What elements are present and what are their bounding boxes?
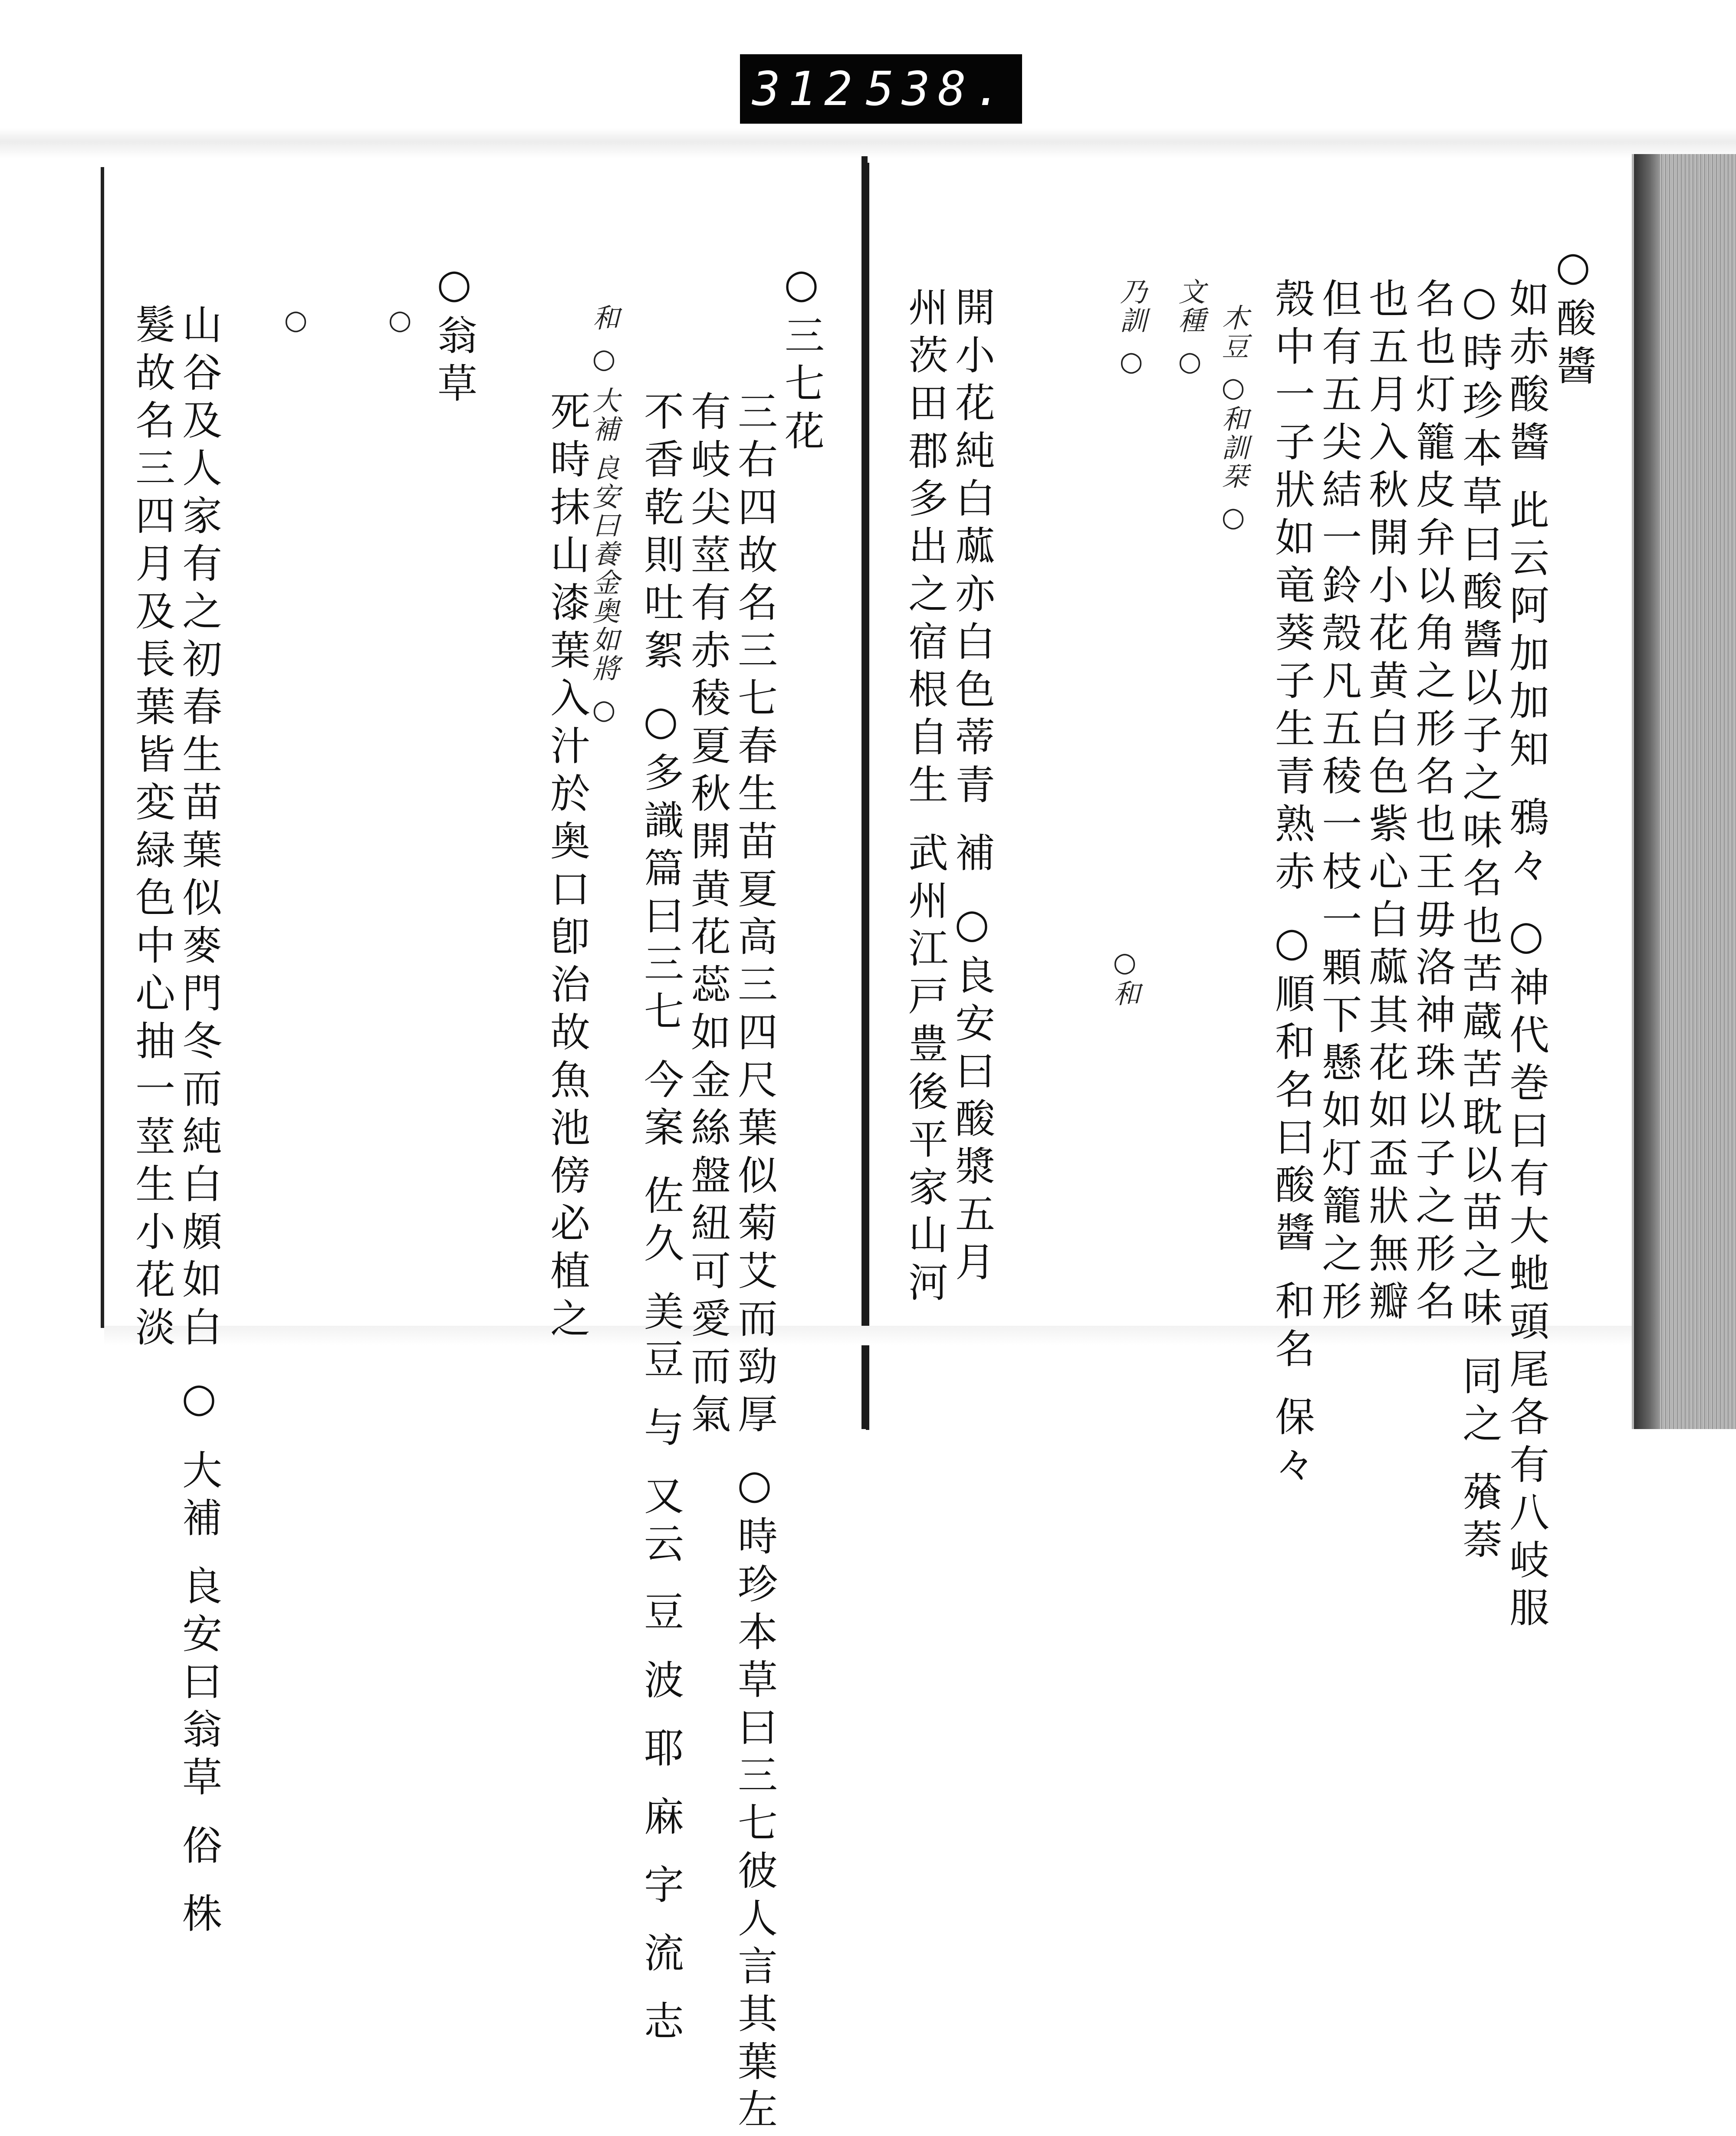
left-col-2: 三右四故名三七春生苗夏高三四尺葉似菊艾而勁厚 ○時珍本草曰三七彼人言其葉左 bbox=[731, 391, 778, 2136]
left-col-8: ○ bbox=[384, 304, 416, 337]
right-col-12: 開小花純白蓏亦白色蒂青 補 ○良安曰酸漿五月 bbox=[949, 286, 995, 1289]
right-col-1: ○酸醬 bbox=[1550, 243, 1596, 393]
right-col-10: 乃訓 ○ bbox=[1115, 278, 1147, 379]
right-col-8: 木豆 ○和訓栞 ○ bbox=[1217, 304, 1249, 535]
right-col-4: 名也灯籠皮弁以角之形名也王毋洛神珠以子之形名 bbox=[1409, 278, 1456, 1328]
left-col-3: 有岐尖莖有赤稜夏秋開黄花蕊如金絲盤紐可愛而氣 bbox=[684, 391, 731, 1441]
left-col-1: ○三七花 bbox=[778, 260, 825, 458]
scan-shadow bbox=[0, 128, 1736, 158]
right-col-9: 文種 ○ bbox=[1174, 278, 1206, 379]
right-col-3: ○時珍本草曰酸醬以子之味名也苦蔵苦耽以苗之味 同之 蕵萘 bbox=[1456, 278, 1503, 1567]
right-col-5: 也五月入秋開小花黄白色紫心白蓏其花如盃狀無瓣 bbox=[1362, 278, 1409, 1328]
right-col-13: 州茨田郡多出之宿根自生 武州江戸豊後平家山河 bbox=[902, 286, 948, 1310]
left-col-6: 和 ○ 大補 良安曰養金奥如將 ○ bbox=[588, 304, 620, 727]
book-gutter bbox=[861, 156, 868, 1429]
left-col-9: ○ bbox=[280, 304, 312, 337]
left-col-11: 髮故名三四月及長葉皆変緑色中心抽一莖生小花淡 bbox=[129, 304, 175, 1354]
archive-label bbox=[740, 54, 1022, 124]
archive-label-left: 312 bbox=[752, 62, 861, 116]
right-col-6: 但有五尖結一鈴殼凡五稜一枝一顆下懸如灯籠之形 bbox=[1315, 278, 1362, 1328]
archive-label-right: 538. bbox=[865, 62, 1010, 116]
left-col-4: 不香乾則吐絮 ○多識篇曰三七 今案 佐久 美豆 与 又云 豆 波 耶 麻 字 流 志 bbox=[638, 391, 684, 2048]
left-col-5: 死時抹山漆葉入汁於奥口卽治故魚池傍必植之 bbox=[544, 391, 590, 1345]
page-edge-shadow bbox=[1634, 154, 1660, 1429]
right-col-2: 如赤酸醬 此云阿加加知 鴉々 ○神代巻曰有大虵頭尾各有八岐服 bbox=[1503, 278, 1549, 1635]
right-col-11: ○和 bbox=[1109, 946, 1141, 1008]
right-col-7: 殼中一子狀如竜葵子生青熟赤 ○順和名曰酸醬 和名 保々 bbox=[1269, 278, 1315, 1492]
left-col-7: ○翁草 bbox=[431, 260, 477, 410]
left-col-10: 山谷及人家有之初春生苗葉似麥門冬而純白頗如白 ○ 大補 良安曰翁草 俗 株 bbox=[176, 304, 222, 1941]
bottom-shadow bbox=[104, 1326, 1632, 1345]
